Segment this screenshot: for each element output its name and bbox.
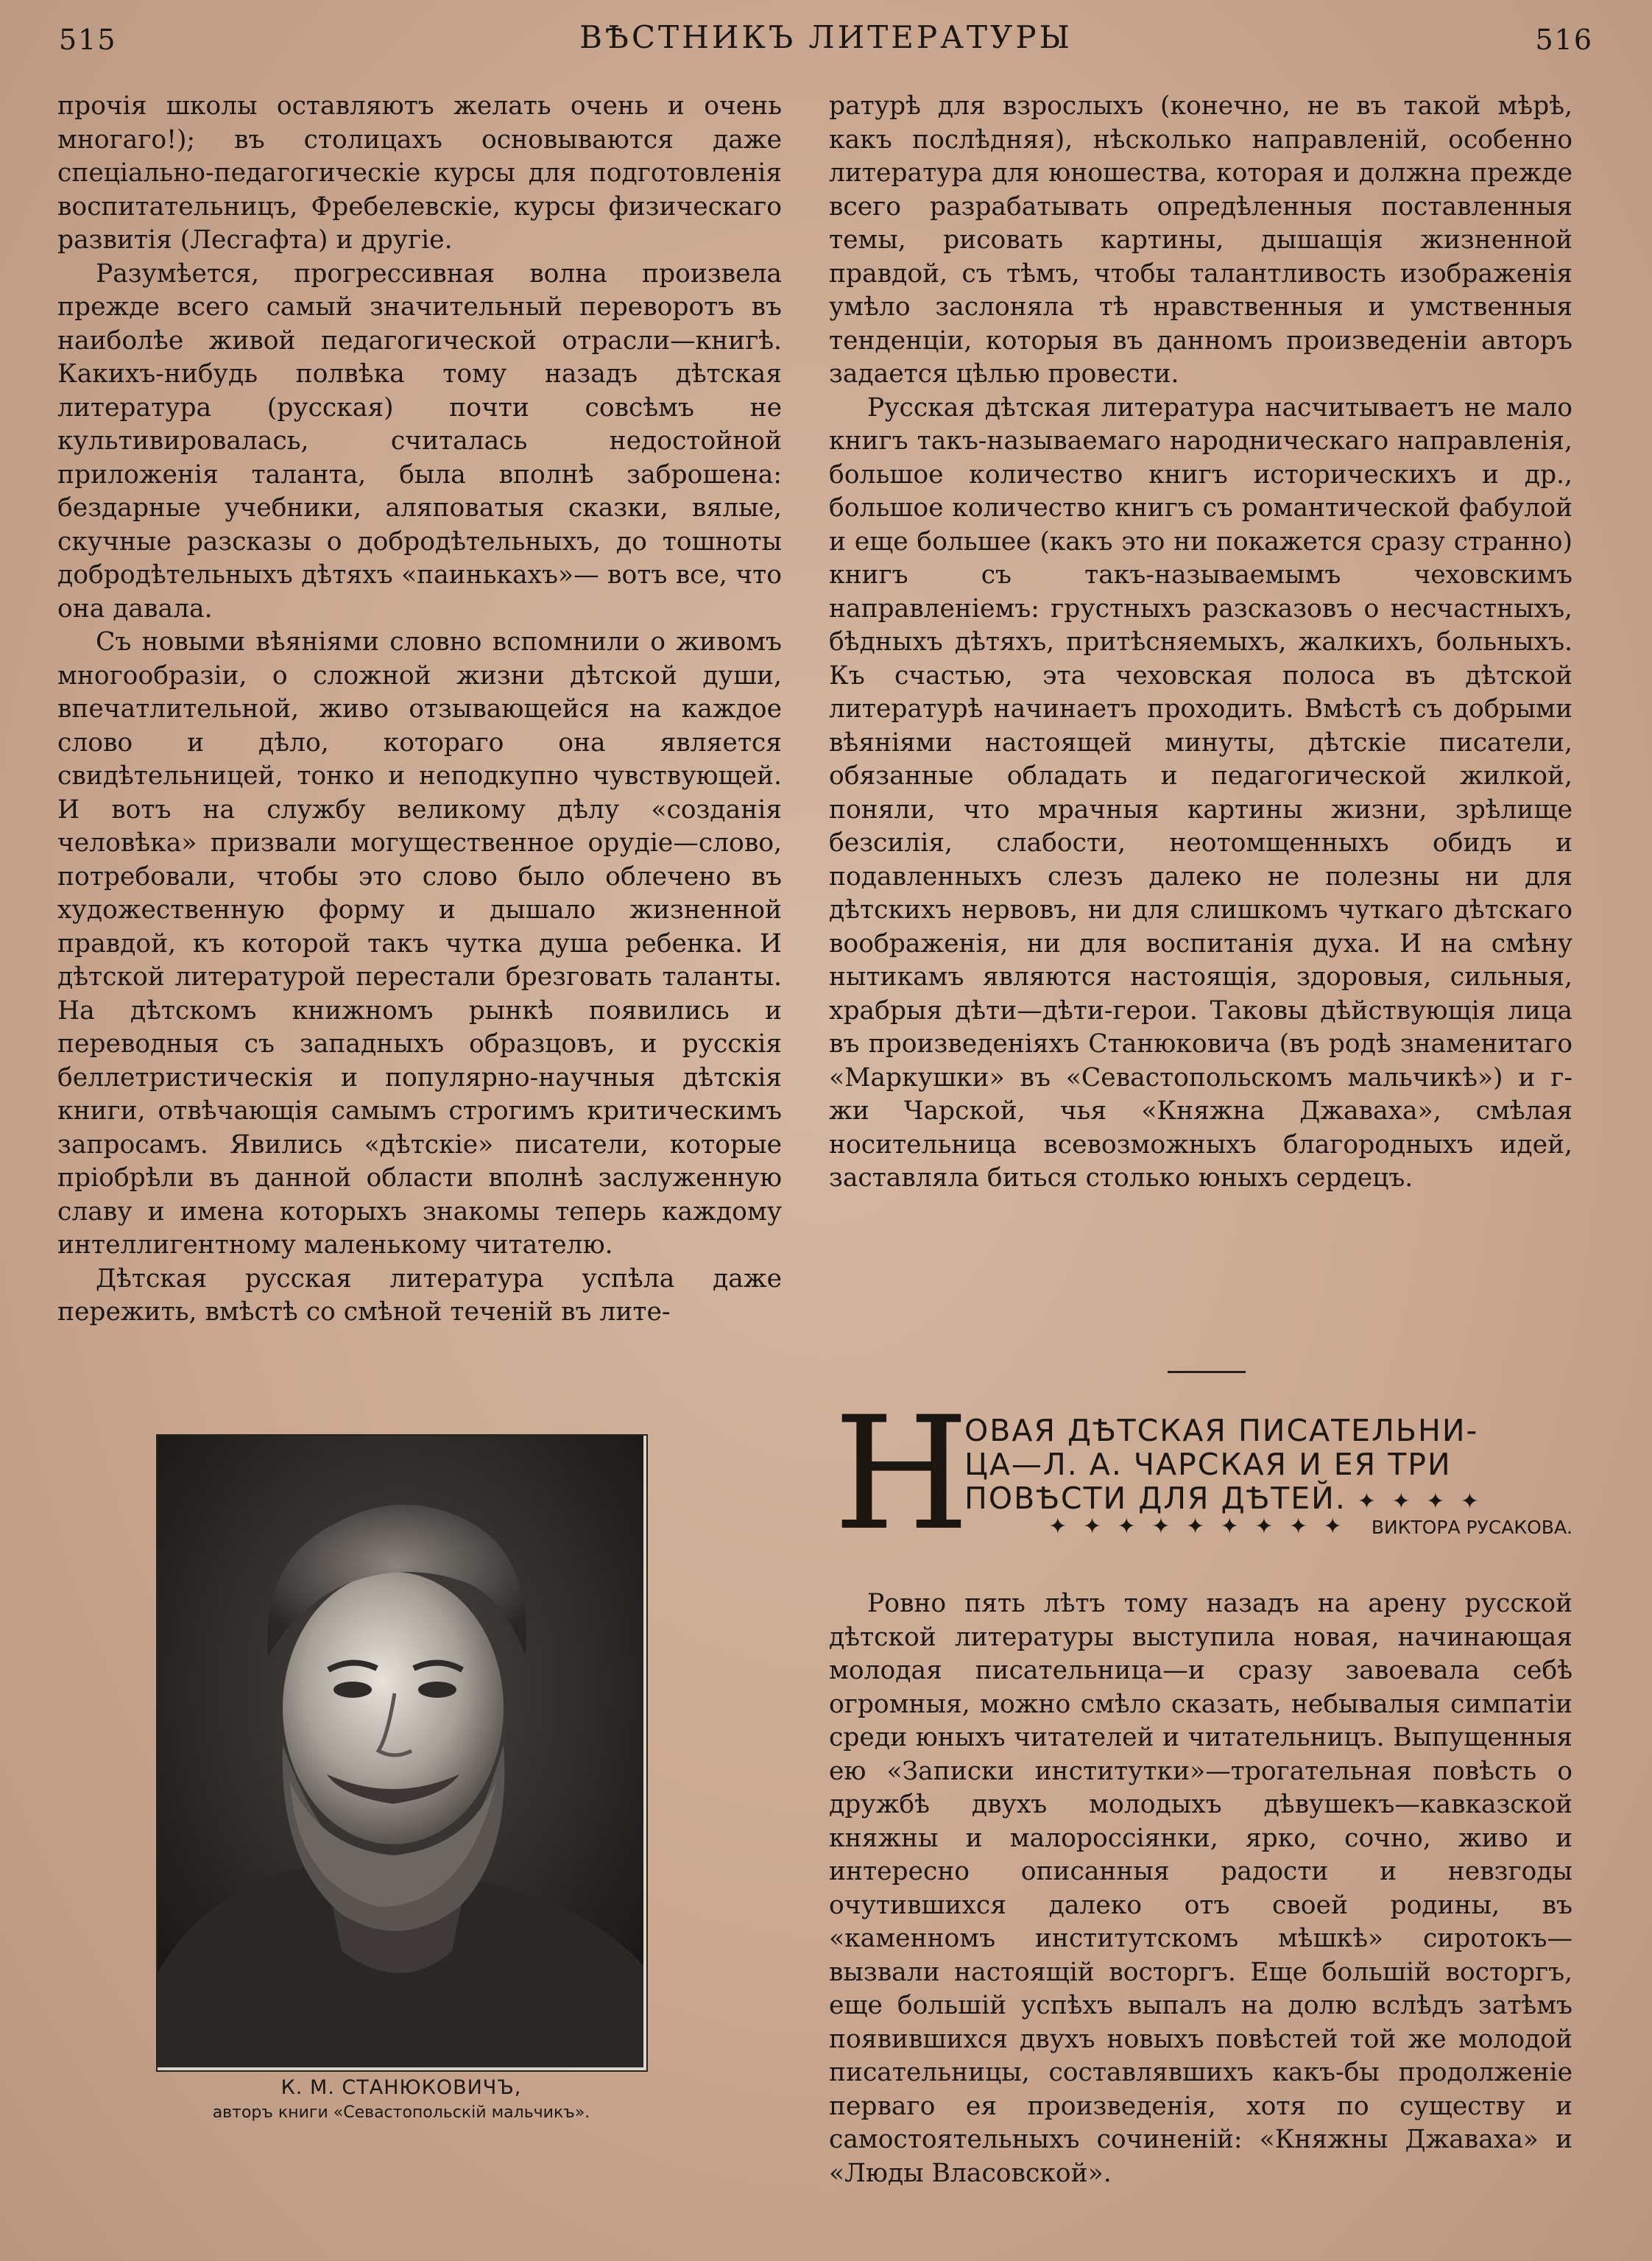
paragraph: Ровно пять лѣтъ тому назадъ на арену русской дѣтской литературы выступила новая, начинающая молодая писательница—и сразу завоевала себѣ огромныя, можно смѣло сказать, небывалыя симпатіи среди юныхъ читателей и читательницъ. Выпущенныя ею «Записки институтки»—трогательная повѣсть о дружбѣ двухъ молодыхъ дѣвушекъ—кавказской княжны и малороссіянки, ярко, сочно, живо и интересно описанныя радости и невзгоды очутившихся далеко отъ своей родины, въ «каменномъ институтскомъ мѣшкѣ» сиротокъ—вызвали настоящій восторгъ. Еще большій восторгъ, еще большій успѣхъ выпалъ на долю вслѣдъ затѣмъ появившихся двухъ новыхъ повѣстей той же молодой писательницы, составлявшихъ какъ-бы продолженіе перваго ея произведенія, хотя по существу и самостоятельныхъ сочиненій: «Княжны Джаваха» и «Люды Власовской».: [829, 1589, 1572, 2188]
caption-description: авторъ книги «Севастопольскій мальчикъ».: [212, 2103, 590, 2122]
page-header: [52, 19, 1600, 63]
left-column-text: [57, 90, 782, 1330]
paragraph: ратурѣ для взрослыхъ (конечно, не въ такой мѣрѣ, какъ послѣдняя), нѣсколько направленій, особенно литература для юношества, которая и должна прежде всего разрабатывать опредѣленныя поставленныя темы, рисовать картины, дышащія жизненной правдой, съ тѣмъ, чтобы талантливость изображенія умѣло заслоняла тѣ нравственныя и умственныя тенденціи, которыя въ данномъ произведеніи авторъ задается цѣлью провести.: [829, 91, 1572, 389]
paragraph: Съ новыми вѣяніями словно вспомнили о живомъ многообразіи, о сложной жизни дѣтской души, впечатлительной, живо отзывающейся на каждое слово и дѣло, котораго она является свидѣтельницей, тонко и неподкупно чувствующей. И вотъ на службу великому дѣлу «созданія человѣка» призвали могущественное орудіе—слово, потребовали, чтобы это слово было облечено въ художественную форму и дышало жизненной правдой, къ которой такъ чутка душа ребенка. И дѣтской литературой перестали брезговать таланты. На дѣтскомъ книжномъ рынкѣ появились и переводныя съ западныхъ образцовъ, и русскія беллетристическія и популярно-научныя дѣтскія книги, отвѣчающія самымъ строгимъ критическимъ запросамъ. Явились «дѣтскіе» писатели, которые пріобрѣли въ данной области вполнѣ заслуженную славу и имена которыхъ знакомы теперь каждому интеллигентному маленькому читателю.: [57, 627, 782, 1260]
drop-cap: Н: [833, 1383, 970, 1565]
paragraph: Разумѣется, прогрессивная волна произвела прежде всего самый значительный переворотъ въ наиболѣе живой педагогической отрасли—книгѣ. Какихъ-нибудь полвѣка тому назадъ дѣтская литература (русская) почти совсѣмъ не культивировалась, считалась недостойной приложенія таланта, была вполнѣ заброшена: бездарные учебники, аляповатыя сказки, вялые, скучные разсказы о добродѣтельныхъ, до тошноты добродѣтельныхъ дѣтяхъ «паинькахъ»— вотъ все, что она давала.: [57, 258, 782, 624]
journal-title: ВѢСТНИКЪ ЛИТЕРАТУРЫ: [579, 19, 1073, 55]
title-line: ПОВѢСТИ ДЛЯ ДѢТЕЙ.: [964, 1481, 1346, 1516]
portrait-photo: [156, 1434, 648, 2072]
paragraph: прочія школы оставляютъ желать очень и очень многаго!); въ столицахъ основываются даже спеціально-педагогическіе курсы для подготовленія воспитательницъ, Фребелевскіе, курсы физическаго развитія (Лесгафта) и другіе.: [57, 91, 782, 255]
article-byline: [1048, 1514, 1572, 1539]
title-line: ЦА—Л. А. ЧАРСКАЯ И ЕЯ ТРИ: [964, 1447, 1452, 1482]
portrait-caption: [110, 2076, 692, 2122]
article-title: [964, 1414, 1575, 1519]
caption-name: К. М. СТАНЮКОВИЧЪ,: [280, 2076, 522, 2099]
portrait-illustration: [158, 1436, 643, 2067]
page-number-right: 516: [1535, 24, 1593, 56]
paragraph: Русская дѣтская литература насчитываетъ не мало книгъ такъ-называемаго народническаго направленія, большое количество книгъ историческихъ и др., большое количество книгъ съ романтической фабулой и еще большее (какъ это ни покажется сразу странно) книгъ съ такъ-называемымъ чеховскимъ направленіемъ: грустныхъ разсказовъ о несчастныхъ, бѣдныхъ дѣтяхъ, притѣсняемыхъ, жалкихъ, больныхъ. Къ счастью, эта чеховская полоса въ дѣтской литературѣ начинаетъ проходить. Вмѣстѣ съ добрыми вѣяніями настоящей минуты, дѣтскіе писатели, обязанные обладать и педагогической жилкой, поняли, что мрачныя картины жизни, зрѣлище безсилія, слабости, неотомщенныхъ обидъ и подавленныхъ слезъ далеко не полезны ни для дѣтскихъ нервовъ, ни для слишкомъ чуткаго дѣтскаго воображенія, ни для воспитанія духа. И на смѣну нытикамъ являются настоящія, здоровыя, сильныя, храбрыя дѣти—дѣти-герои. Таковы дѣйствующія лица въ произведеніяхъ Станюковича (въ родѣ знаменитаго «Маркушки» въ «Севастопольскомъ мальчикѣ») и г-жи Чарской, чья «Княжна Джаваха», смѣлая носительница всевозможныхъ благородныхъ идей, заставляла биться столько юныхъ сердецъ.: [829, 392, 1572, 1193]
article-body-text: [829, 1587, 1572, 2190]
title-ornament: ✦ ✦ ✦ ✦: [1357, 1489, 1484, 1514]
byline-ornament: ✦ ✦ ✦ ✦ ✦ ✦ ✦ ✦ ✦: [1048, 1514, 1346, 1539]
section-divider: [1168, 1371, 1246, 1373]
title-line: ОВАЯ ДѢТСКАЯ ПИСАТЕЛЬНИ-: [964, 1413, 1479, 1448]
paragraph: Дѣтская русская литература успѣла даже пережить, вмѣстѣ со смѣной теченій въ лите-: [57, 1263, 782, 1327]
right-column-text: [829, 90, 1572, 1196]
page-number-left: 515: [59, 24, 117, 56]
article-author: ВИКТОРА РУСАКОВА.: [1371, 1517, 1572, 1538]
article-heading: [829, 1383, 1572, 1565]
